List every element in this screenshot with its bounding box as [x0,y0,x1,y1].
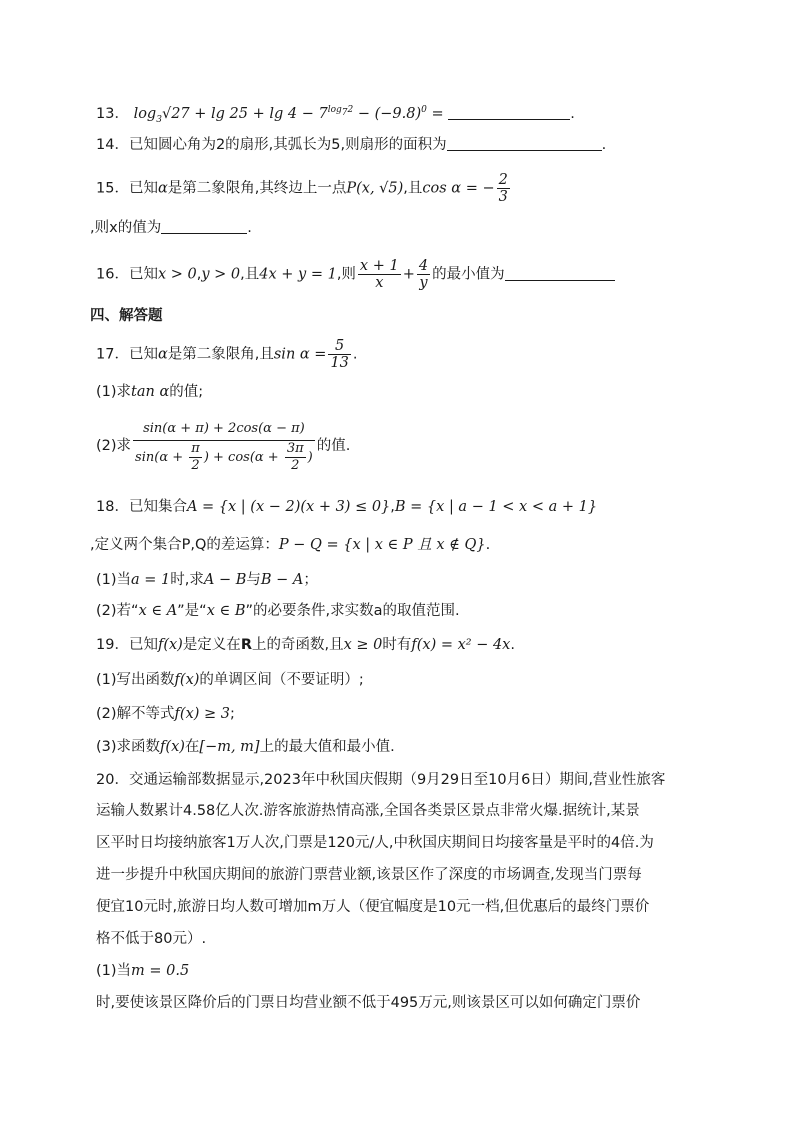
question-19-part-2: (2)解不等式f(x) ≥ 3; [96,706,235,722]
fraction: sin(α + π) + 2cos(α − π) sin(α + $\frac{\pi}{2}$ ) + cos(α + $\frac{3\pi}{2}$ ) [135,421,313,473]
question-number: 18． [96,499,129,515]
section-heading: 四、解答题 [90,308,163,324]
question-20-line-2: 运输人数累计4.58亿人次.游客旅游热情高涨,全国各类景区景点非常火爆.据统计,某景 [96,803,640,819]
question-number: 14． [96,137,129,153]
question-20-line-3: 区平时日均接纳旅客1万人次,门票是120元/人,中秋国庆期间日均接客量是平时的4倍.为 [96,835,654,851]
question-20: 20．交通运输部数据显示,2023年中秋国庆假期（9月29日至10月6日）期间,营业性旅客 [96,772,666,788]
answer-blank [447,136,602,151]
question-number: 19． [96,637,129,653]
question-20-part-1: (1)当m = 0.5 [96,963,190,979]
question-19-part-1: (1)写出函数f(x)的单调区间（不要证明）; [96,672,364,688]
question-number: 13． [96,105,129,122]
answer-blank [505,266,615,281]
question-14: 14．已知圆心角为2的扇形,其弧长为5,则扇形的面积为 . [96,137,607,153]
question-13: 13． $\log_3√27 + \lg 25 + \lg 4 - 7^{log_72} - (-9.8)^0$ = . [96,105,575,125]
question-18-line-2: ,定义两个集合P,Q的差运算：P − Q = {x | x ∈ P 且 x ∉ Q}. [90,537,491,553]
question-15-line-2: ,则x的值为 . [90,220,252,236]
question-17: 17．已知α是第二象限角,且sin α = $\frac{5}{13}$ . [96,338,358,371]
question-20-line-4: 进一步提升中秋国庆期间的旅游门票营业额,该景区作了深度的市场调查,发现当门票每 [96,867,642,883]
question-16: 16．已知x > 0,y > 0,且4x + y = 1,则 $\frac{x + 1}{x}$ + $\frac{4}{y}$ 的最小值为 [96,258,615,291]
question-17-part-1: (1)求tan α的值; [96,384,204,400]
set-b: B = {x | a − 1 < x < a + 1} [394,499,598,515]
fraction: $\frac{4}{y}$ [418,258,429,291]
q13-expression: $\log_3√27 + \lg 25 + \lg 4 - 7^{log_72} - (-9.8)^0$ = [133,105,444,125]
question-text: 已知圆心角为2的扇形,其弧长为5,则扇形的面积为 [128,137,447,153]
question-17-part-2: (2)求 sin(α + π) + 2cos(α − π) sin(α + $\frac{\pi}{2}$ ) + cos(α + $\frac{3\pi}{2}$ ) 的值. [96,418,350,474]
answer-blank [448,105,570,120]
fraction: $\frac{5}{13}$ [330,338,349,371]
question-20-line-6: 格不低于80元）. [96,931,207,947]
fraction: $\frac{x + 1}{x}$ [359,258,399,291]
set-a: A = {x | (x − 2)(x + 3) ≤ 0} [186,499,391,515]
question-19: 19．已知f(x)是定义在R上的奇函数,且x ≥ 0时有f(x) = x² − 4x. [96,637,515,653]
question-number: 17． [96,346,129,363]
fraction: $\frac{2}{3}$ [498,172,508,205]
question-19-part-3: (3)求函数f(x)在[−m, m]上的最大值和最小值. [96,739,395,755]
question-20-line-5: 便宜10元时,旅游日均人数可增加m万人（便宜幅度是10元一档,但优惠后的最终门票价 [96,899,650,915]
point-expression: P(x, √5) [346,180,404,197]
question-20-line-8: 时,要使该景区降价后的门票日均营业额不低于495万元,则该景区可以如何确定门票价 [96,995,641,1011]
question-number: 16． [96,266,129,283]
question-number: 20． [96,772,129,788]
question-number: 15． [96,180,129,197]
question-18-part-1: (1)当a = 1时,求A − B与B − A； [96,572,318,588]
question-18: 18．已知集合A = {x | (x − 2)(x + 3) ≤ 0},B = {x | a − 1 < x < a + 1} [96,499,598,515]
question-18-part-2: (2)若“x ∈ A”是“x ∈ B”的必要条件,求实数a的取值范围. [96,603,460,619]
answer-blank [161,219,247,234]
question-15: 15．已知α是第二象限角,其终边上一点P(x, √5),且cos α = − $\frac{2}{3}$ [96,172,508,205]
